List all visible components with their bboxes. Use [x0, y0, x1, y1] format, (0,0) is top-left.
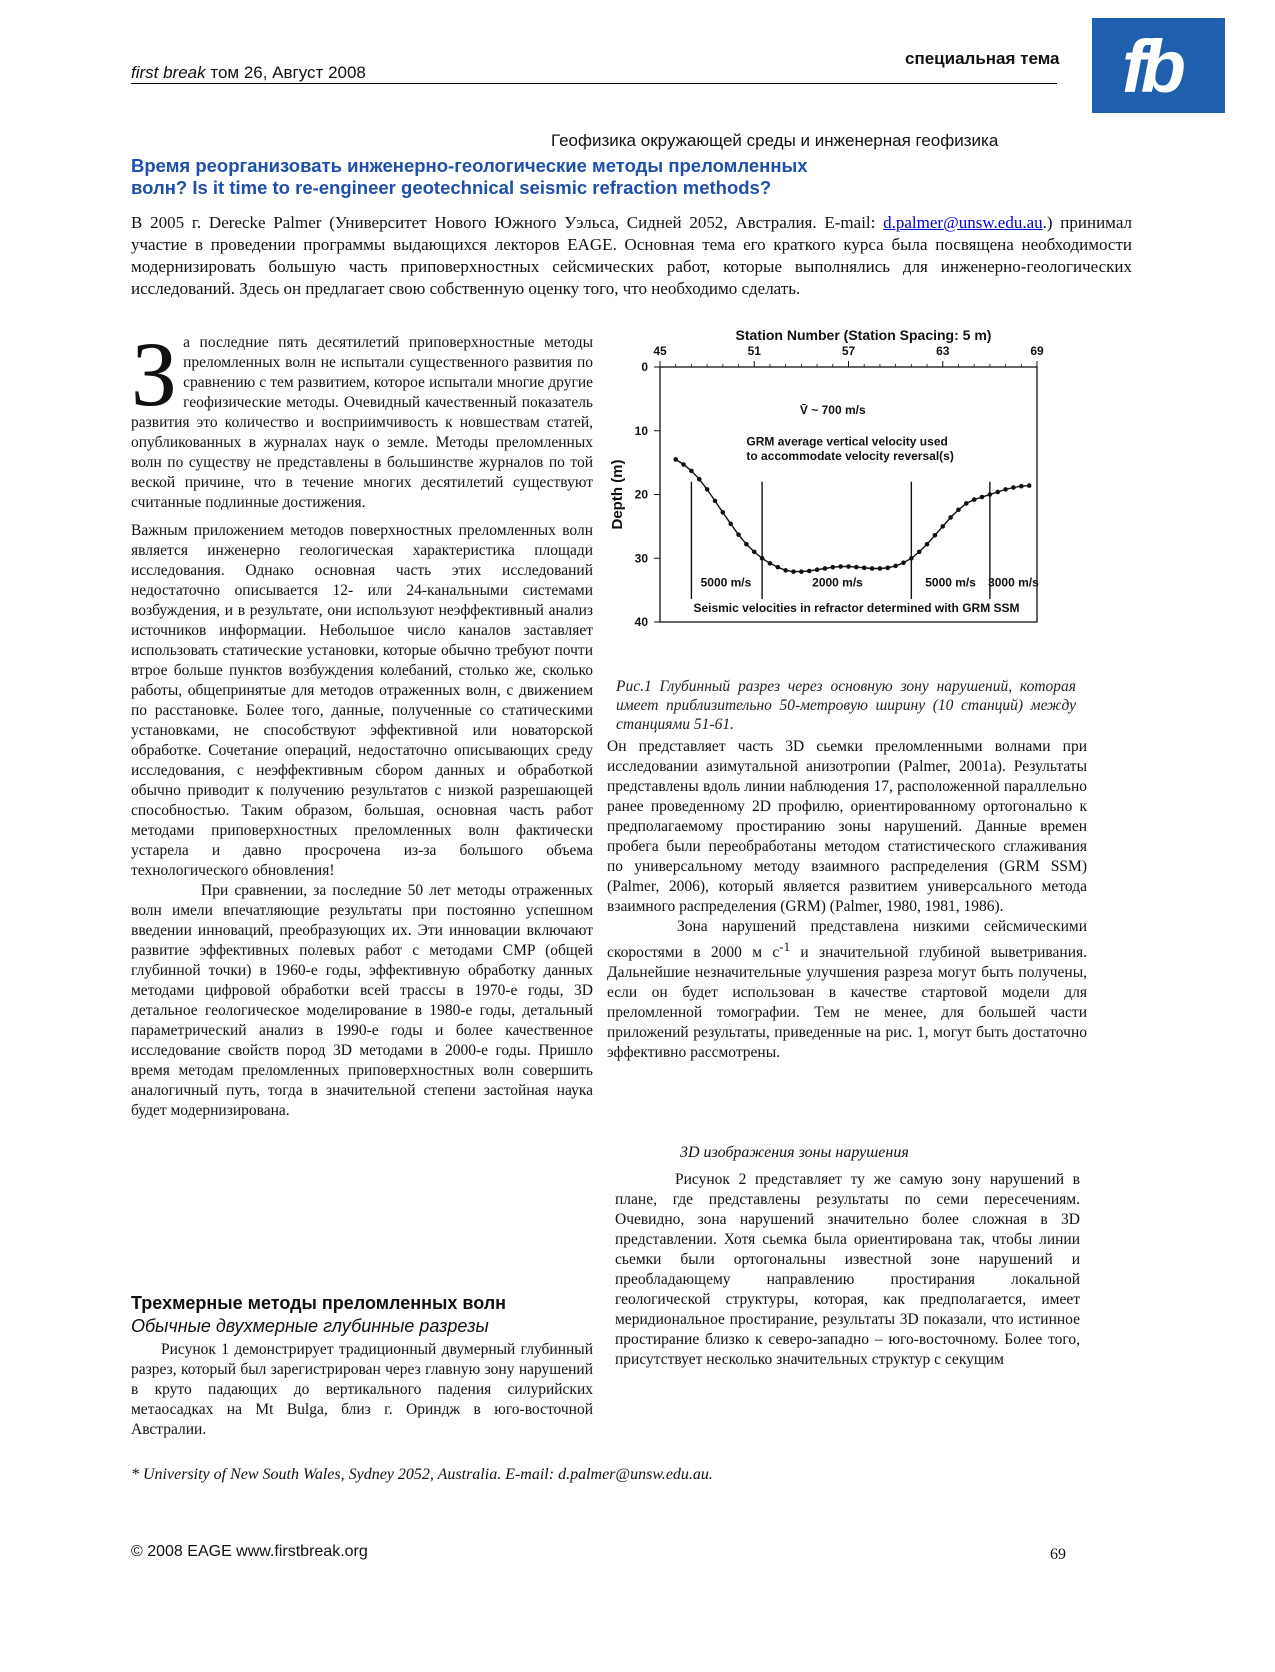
heading-3d-images: 3D изображения зоны нарушения	[680, 1144, 909, 1161]
section-tag: специальная тема	[905, 49, 1060, 68]
refractor-point	[846, 564, 851, 569]
refractor-point	[681, 462, 686, 467]
x-tick-label: 51	[747, 344, 761, 358]
refractor-point	[972, 497, 977, 502]
refractor-point	[752, 550, 757, 555]
email-link[interactable]: d.palmer@unsw.edu.au	[883, 213, 1043, 232]
intro-text-2: .) принимал участие в проведении программы выдающихся лекторов EAGE. Основная тема его краткого курса была посвящена необходимости модернизировать большую часть приповерхностных сейсмических работ, которые выполнялись для инженерно-геологических исследований. Здесь он предлагает свою собственную оценку того, что необходимо сделать.	[131, 213, 1133, 298]
refractor-point	[783, 568, 788, 573]
page-number: 69	[1050, 1546, 1066, 1563]
refractor-point	[1003, 487, 1008, 492]
refractor-point	[980, 495, 985, 500]
refractor-point	[948, 515, 953, 520]
journal-issue: том 26, Август 2008	[205, 63, 366, 82]
refractor-point	[689, 469, 694, 474]
fb-logo-text: fb	[1122, 25, 1180, 108]
refractor-point	[673, 457, 678, 462]
grm-annotation-2: to accommodate velocity reversal(s)	[746, 449, 954, 464]
journal-header	[131, 63, 366, 83]
heading-3d-refraction: Трехмерные методы преломленных волн	[131, 1293, 507, 1313]
refractor-point	[823, 566, 828, 571]
refractor-point	[1027, 483, 1032, 488]
velocity-annotation: V̄ ~ 700 m/s	[799, 403, 866, 418]
refractor-point	[893, 564, 898, 569]
refractor-point	[1011, 485, 1016, 490]
refractor-point	[721, 510, 726, 515]
right-column	[607, 737, 1087, 1063]
x-tick-label: 69	[1030, 344, 1044, 358]
fb-logo	[1092, 18, 1225, 113]
subheading-2d-sections: Обычные двухмерные глубинные разрезы	[131, 1316, 489, 1336]
x-tick-label: 57	[841, 344, 856, 358]
refractor-point	[925, 542, 930, 547]
refractor-point	[901, 560, 906, 565]
refractor-point	[1019, 484, 1024, 489]
refractor-point	[728, 522, 733, 527]
refractor-caption: Seismic velocities in refractor determined with GRM SSM	[693, 600, 1020, 615]
article-title-line1: Время реорганизовать инженерно-геологические методы преломленных	[131, 155, 808, 176]
refractor-point	[697, 477, 702, 482]
y-tick-label: 0	[641, 360, 648, 374]
refractor-point	[878, 566, 883, 571]
article-title	[131, 155, 931, 199]
refractor-point	[933, 533, 938, 538]
intro-paragraph	[131, 212, 1132, 300]
refractor-point	[854, 565, 859, 570]
refractor-point	[776, 565, 781, 570]
refractor-point	[830, 565, 835, 570]
y-tick-label: 30	[634, 551, 648, 566]
paragraph-4: Рисунок 1 демонстрирует традиционный двумерный глубинный разрез, который был зарегистрирован через главную зону нарушений в круто падающих до вертикального падения силурийских метаосадках на Mt Bulga, близ г. Ориндж в юго-восточной Австралии.	[131, 1341, 593, 1438]
refractor-point	[705, 487, 710, 492]
paragraph-right-2a: Зона нарушений представлена низкими сейсмическими скоростями в 2000 м с	[607, 918, 1087, 962]
refractor-point	[964, 501, 969, 506]
depth-section-chart	[607, 322, 1087, 672]
paragraph-1-text: а последние пять десятилетий приповерхностные методы преломленных волн не испытали существенного развития по сравнению с тем развитием, которое испытали многие другие геофизические методы. Очевидный качественный показатель развития это количество и восприимчивость к новшествам статей, опубликованных в журналах наук о земле. Методы преломленных волн по существу не представлены в большинстве журналов по той веской причине, что в течение многих десятилетий существуют считанные подлинные достижения.	[131, 334, 593, 511]
right-column-lower	[615, 1170, 1080, 1370]
header-rule	[131, 83, 1057, 84]
y-axis-label: Depth (m)	[609, 459, 626, 530]
footer-copyright: © 2008 EAGE www.firstbreak.org	[131, 1543, 368, 1560]
y-tick-label: 10	[634, 423, 648, 438]
segment-label: 5000 m/s	[925, 575, 976, 590]
segment-label: 3000 m/s	[988, 575, 1039, 590]
paragraph-2: Важным приложением методов поверхностных преломленных волн является инженерно геологическая характеристика площади исследования. Однако основная часть этих исследований недостаточно описывается 12- или 24-канальными системами возбуждения, и в результате, они используют неэффективный анализ источников информации. Небольшое число каналов заставляет использовать статические установки, которые обычно требуют почти втрое больше пунктов возбуждения колебаний, столько же, сколько работы, общепринятые для методов отраженных волн, с движением по расстановке. Более того, данные, полученные со статическими установками, не способствуют эффективной или новаторской обработке. Сочетание операций, недостаточно описывающих среду исследования, с неэффективным сбором данных и обработкой обычно приводит к получению результатов с низкой разрешающей способностью. Таким образом, большая, основная часть работ методами приповерхностных преломленных волн фактически устарела и давно просрочена из-за большого объема технологического обновления!	[131, 522, 593, 879]
refractor-point	[940, 524, 945, 529]
intro-text-1: В 2005 г. Derecke Palmer (Университет Нового Южного Уэльса, Сидней 2052, Австралия. E-mail:	[131, 213, 884, 232]
refractor-point	[870, 566, 875, 571]
section-label: Геофизика окружающей среды и инженерная геофизика	[551, 131, 999, 150]
refractor-point	[713, 499, 718, 504]
refractor-point	[807, 569, 812, 574]
refractor-point	[815, 567, 820, 572]
refractor-point	[838, 564, 843, 569]
refractor-point	[744, 542, 749, 547]
y-tick-label: 20	[634, 487, 648, 502]
left-column	[131, 323, 593, 1121]
refractor-point	[768, 561, 773, 566]
footnote: * University of New South Wales, Sydney 2052, Australia. E-mail: d.palmer@unsw.edu.au.	[131, 1466, 713, 1483]
refractor-point	[791, 569, 796, 574]
paragraph-right-2b: и значительной глубиной выветривания. Дальнейшие незначительные улучшения разреза могут быть получены, если он будет использован в качестве стартовой модели для преломленной томографии. Тем не менее, для большей части приложений результаты, приведенные на рис. 1, могут быть достаточно эффективно рассмотрены.	[607, 944, 1088, 1062]
paragraph-right-3: Рисунок 2 представляет ту же самую зону нарушений в плане, где представлены результаты по семи пересечениям. Очевидно, зона нарушений значительно более сложная в 3D представлении. Хотя сьемка была ориентирована так, чтобы линии сьемки были ортогональны известной зоне нарушений и преобладающему направлению простирания локальной геологической структуры, которая, как предполагается, имеет меридиональное простирание, результаты 3D показали, что истинное простирание близко к северо-западно – юго-восточному. Более того, присутствует несколько значительных структур с секущим	[615, 1171, 1080, 1368]
refractor-point	[956, 508, 961, 513]
x-tick-label: 45	[653, 344, 667, 358]
refractor-line	[676, 459, 1029, 571]
refractor-point	[885, 566, 890, 571]
paragraph-1	[131, 323, 593, 513]
article-title-line2: волн? Is it time to re-engineer geotechnical seismic refraction methods?	[131, 177, 772, 198]
paragraph-3: При сравнении, за последние 50 лет методы отраженных волн имели впечатляющие результаты при постоянно успешном введении инноваций, преобразующих их. Эти инновации включают развитие эффективных полевых работ с методами CMP (общей глубинной точки) в 1960-е годы, эффективную обработку данных методами цифровой обработки всей трассы в 1970-е годы, 3D детальное геологическое моделирование в 1980-е годы, детальный параметрический анализ в 1990-е годы и более качественное исследование свойств пород 3D методами в 2000-е годы. Пришло время методам преломленных приповерхностных волн совершить аналогичный путь, тогда в значительной степени застойная наука будет модернизирована.	[131, 882, 593, 1119]
segment-label: 5000 m/s	[700, 575, 752, 590]
refractor-point	[995, 490, 1000, 495]
dropcap: З	[131, 323, 178, 425]
x-tick-label: 63	[936, 344, 950, 358]
paragraph-right-2	[607, 917, 1087, 1063]
refractor-point	[736, 532, 741, 537]
journal-name: first break	[131, 63, 206, 82]
superscript: -1	[779, 939, 791, 954]
figure-caption: Рис.1 Глубинный разрез через основную зону нарушений, которая имеет приблизительно 50-метровую ширину (10 станций) между станциями 51-61.	[616, 678, 1076, 733]
segment-label: 2000 m/s	[812, 575, 863, 590]
refractor-point	[799, 569, 804, 574]
y-tick-label: 40	[634, 615, 648, 629]
paragraph-right-1: Он представляет часть 3D сьемки преломленными волнами при исследовании азимутальной анизотропии (Palmer, 2001a). Результаты представлены вдоль линии наблюдения 17, расположенной параллельно ранее проведенному 2D профилю, ориентированному ортогонально к предполагаемому простиранию зоны нарушений. Данные времен пробега были переобработаны методом статистического сглаживания по универсальному методу взаимного распределения (GRM SSM) (Palmer, 2006), который является развитием универсального метода взаимного распределения (GRM) (Palmer, 1980, 1981, 1986).	[607, 738, 1087, 915]
chart-title: Station Number (Station Spacing: 5 m)	[735, 327, 992, 343]
refractor-point	[917, 550, 922, 555]
grm-annotation: GRM average vertical velocity used	[746, 434, 948, 449]
refractor-point	[862, 566, 867, 571]
